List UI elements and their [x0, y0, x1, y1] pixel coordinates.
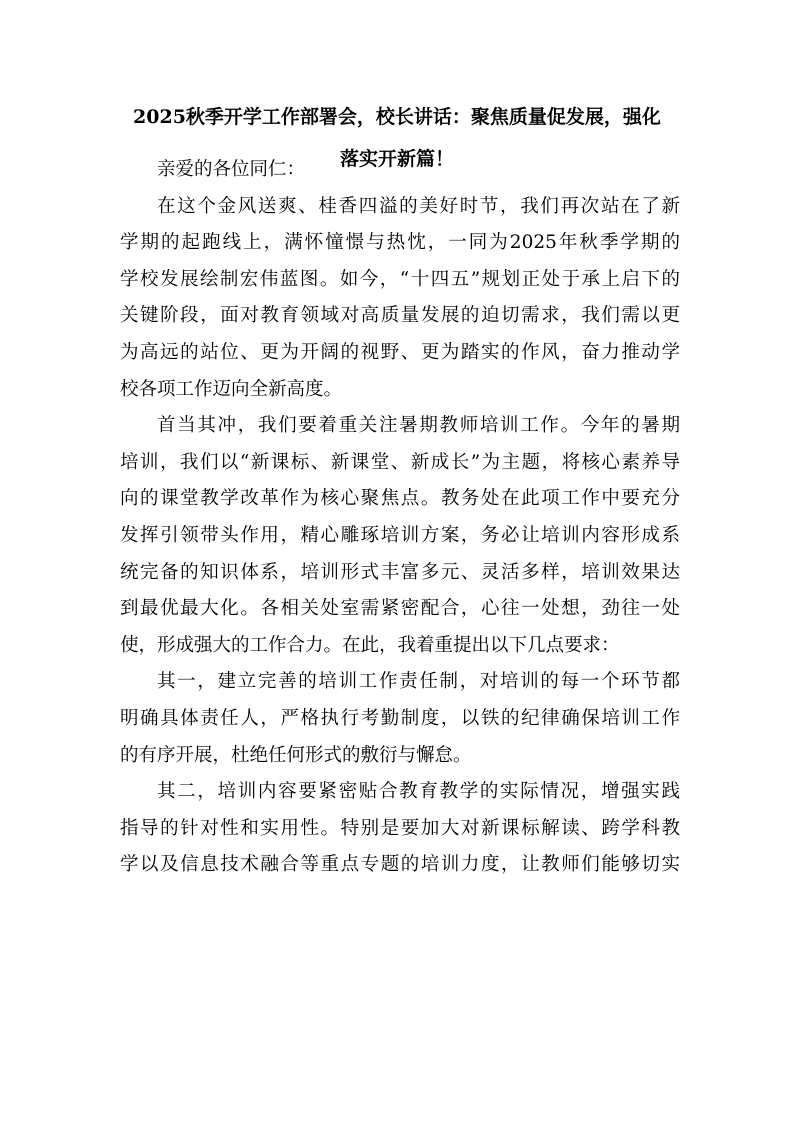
- text-line: 的有序开展，杜绝任何形式的敷衍与懈怠。: [120, 744, 472, 766]
- text-line: 首当其冲，我们要着重关注暑期教师培训工作。今年的暑期: [157, 415, 680, 437]
- text-line: 使，形成强大的工作合力。在此，我着重提出以下几点要求：: [120, 634, 620, 656]
- text-line: 学期的起跑线上，满怀憧憬与热忱，一同为2025年秋季学期的: [120, 232, 680, 254]
- title-line-2: 落实开新篇！: [339, 148, 454, 170]
- paragraph-training: [120, 408, 680, 664]
- text-line: 亲爱的各位同仁：: [157, 159, 306, 180]
- title-line-1: 2025秋季开学工作部署会，校长讲话：聚焦质量促发展，强化: [133, 106, 661, 128]
- text-line: 关键阶段，面对教育领域对高质量发展的迫切需求，我们需以更: [120, 305, 680, 327]
- text-line: 为高远的站位、更为开阔的视野、更为踏实的作风，奋力推动学: [120, 341, 680, 363]
- document-body: [120, 152, 680, 884]
- text-line: 培训，我们以“新课标、新课堂、新成长”为主题，将核心素养导: [120, 451, 680, 473]
- text-line: 发挥引领带头作用，精心雕琢培训方案，务必让培训内容形成系: [120, 524, 680, 546]
- text-line: 学以及信息技术融合等重点专题的培训力度，让教师们能够切实: [120, 854, 680, 876]
- paragraph-requirement-2: [120, 774, 680, 884]
- text-line: 学校发展绘制宏伟蓝图。如今，“十四五”规划正处于承上启下的: [120, 268, 680, 290]
- text-line: 其二，培训内容要紧密贴合教育教学的实际情况，增强实践: [157, 781, 680, 803]
- text-line: 统完备的知识体系，培训形式丰富多元、灵活多样，培训效果达: [120, 561, 680, 583]
- paragraph-intro: [120, 189, 680, 409]
- text-line: 指导的针对性和实用性。特别是要加大对新课标解读、跨学科教: [120, 817, 680, 839]
- text-line: 其一，建立完善的培训工作责任制，对培训的每一个环节都: [157, 671, 680, 693]
- text-line: 在这个金风送爽、桂香四溢的美好时节，我们再次站在了新: [157, 195, 680, 217]
- text-line: 到最优最大化。各相关处室需紧密配合，心往一处想，劲往一处: [120, 598, 680, 620]
- paragraph-requirement-1: [120, 664, 680, 774]
- text-line: 向的课堂教学改革作为核心聚焦点。教务处在此项工作中要充分: [120, 488, 680, 510]
- text-line: 校各项工作迈向全新高度。: [120, 378, 343, 400]
- text-line: 明确具体责任人，严格执行考勤制度，以铁的纪律确保培训工作: [120, 707, 680, 729]
- paragraph-salutation: [120, 152, 680, 189]
